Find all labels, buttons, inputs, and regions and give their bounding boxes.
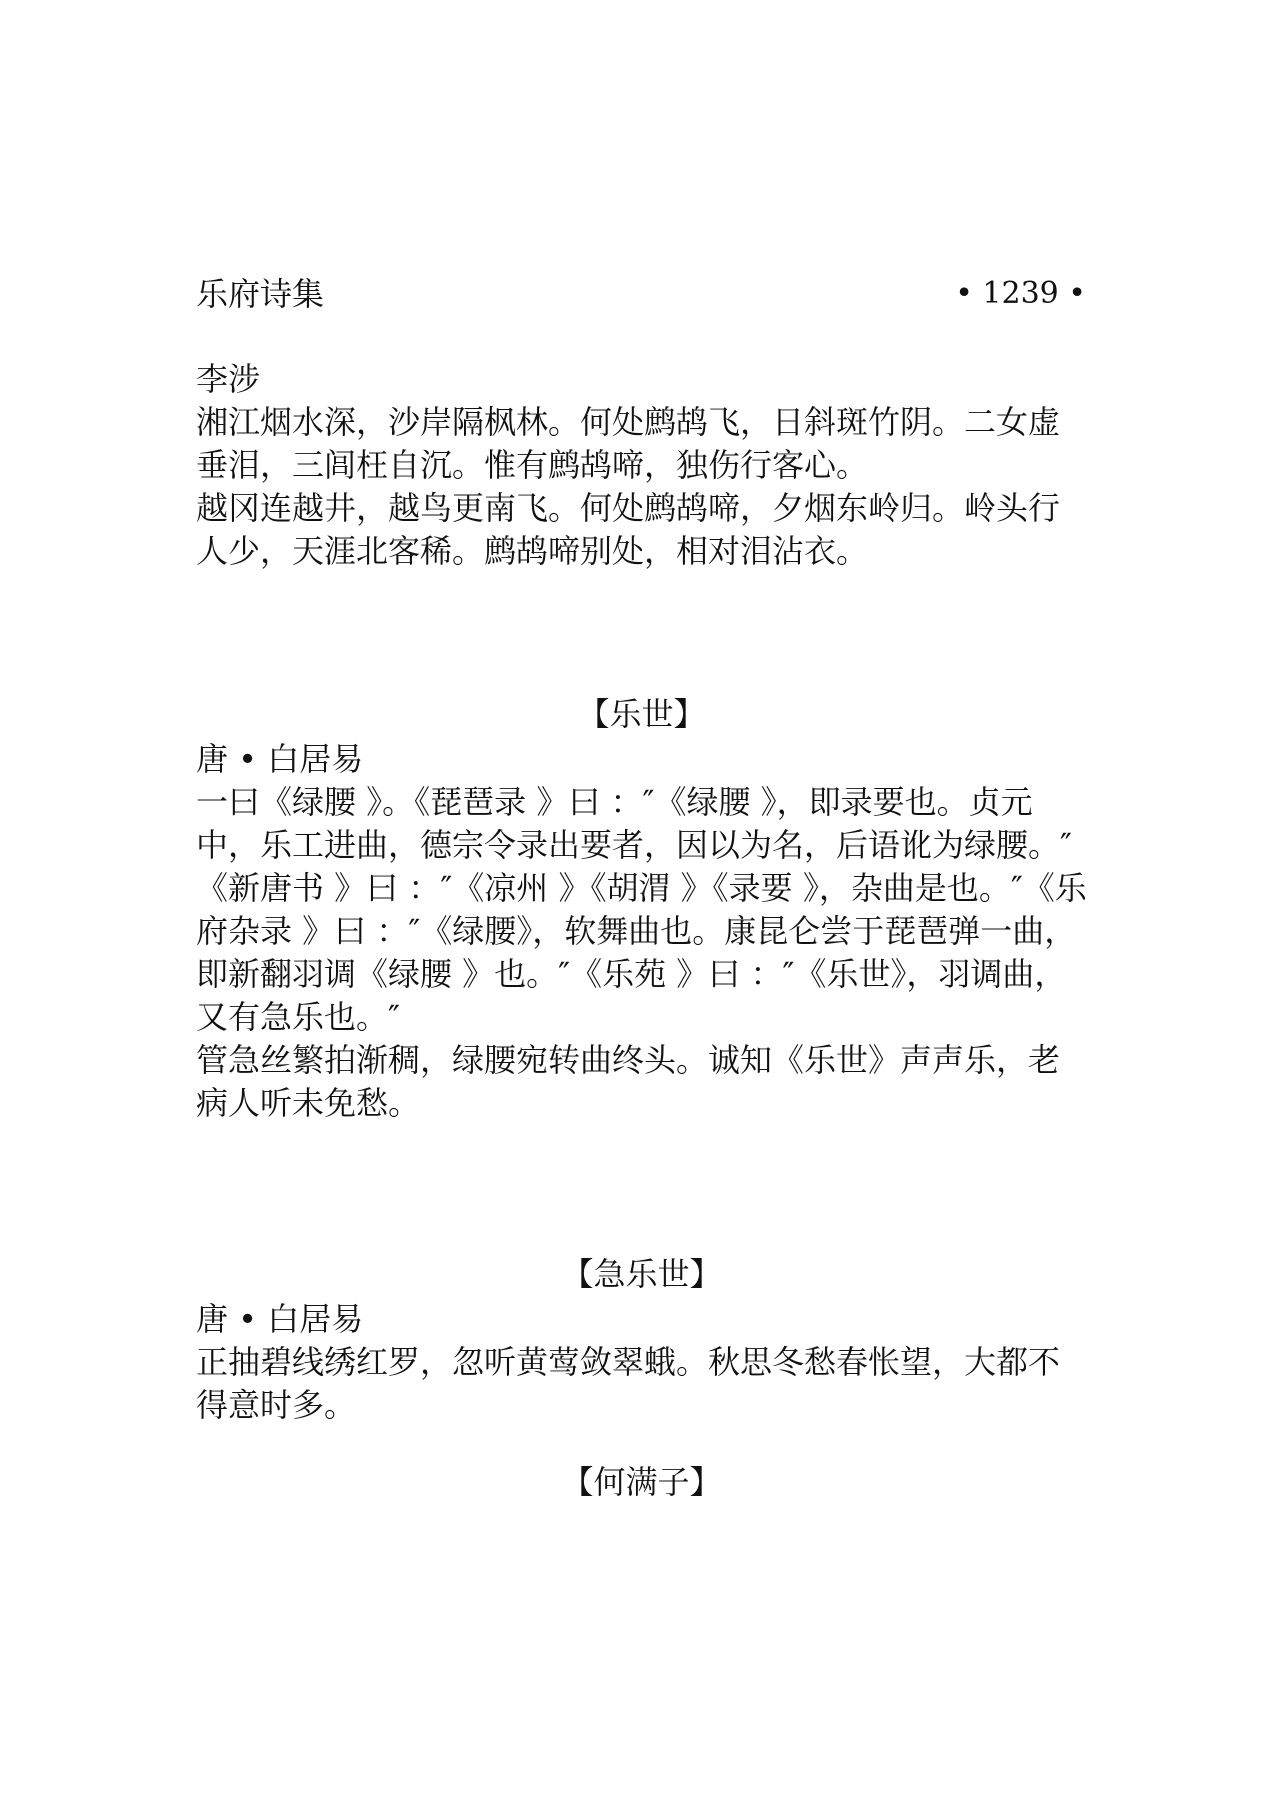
poem-paragraph: 正抽碧线绣红罗，忽听黄莺敛翠蛾。秋思冬愁春怅望，大都不得意时多。 bbox=[196, 1343, 1061, 1424]
poem-author: 唐 • 白居易 bbox=[196, 1300, 364, 1338]
poem-section-leshi bbox=[196, 738, 1091, 1125]
poem-paragraph: 越冈连越井，越鸟更南飞。何处鹧鸪啼，夕烟东岭归。岭头行人少，天涯北客稀。鹧鸪啼别处，相对泪沾衣。 bbox=[196, 489, 1061, 570]
section-title: 【何满子】 bbox=[561, 1463, 722, 1501]
poem-paragraph: 管急丝繁拍渐稠，绿腰宛转曲终头。诚知《乐世》声声乐，老病人听未免愁。 bbox=[196, 1041, 1061, 1122]
poem-author: 唐 • 白居易 bbox=[196, 740, 364, 778]
poem-author: 李涉 bbox=[196, 360, 261, 398]
page-header bbox=[196, 272, 1086, 316]
page-number: • 1239 • bbox=[955, 276, 1086, 311]
poem-section-jileshi bbox=[196, 1298, 1091, 1427]
section-title: 【急乐世】 bbox=[561, 1255, 722, 1293]
book-title: 乐府诗集 bbox=[196, 275, 325, 313]
poem-paragraph: 湘江烟水深，沙岸隔枫林。何处鹧鸪飞，日斜斑竹阴。二女虚垂泪，三闾枉自沉。惟有鹧鸪啼，独伤行客心。 bbox=[196, 403, 1061, 484]
preface-paragraph: 一曰《绿腰 》。《琵琶录 》曰 ：″《绿腰 》，即录要也。贞元中，乐工进曲，德宗令录出要者，因以为名，后语讹为绿腰。″《新唐书 》曰 ：″《凉州 》《胡渭 》《录要 》，杂曲是也。″《乐府杂录 》曰 ：″《绿腰》，软舞曲也。康昆仑尝于琵琶弹一曲，即新翻羽调《绿腰 》也。″《乐苑 》曰 ：″《乐世》，羽调曲，又有急乐也。″ bbox=[196, 783, 1087, 1036]
poem-section-lishe bbox=[196, 358, 1091, 573]
section-title: 【乐世】 bbox=[577, 695, 706, 733]
